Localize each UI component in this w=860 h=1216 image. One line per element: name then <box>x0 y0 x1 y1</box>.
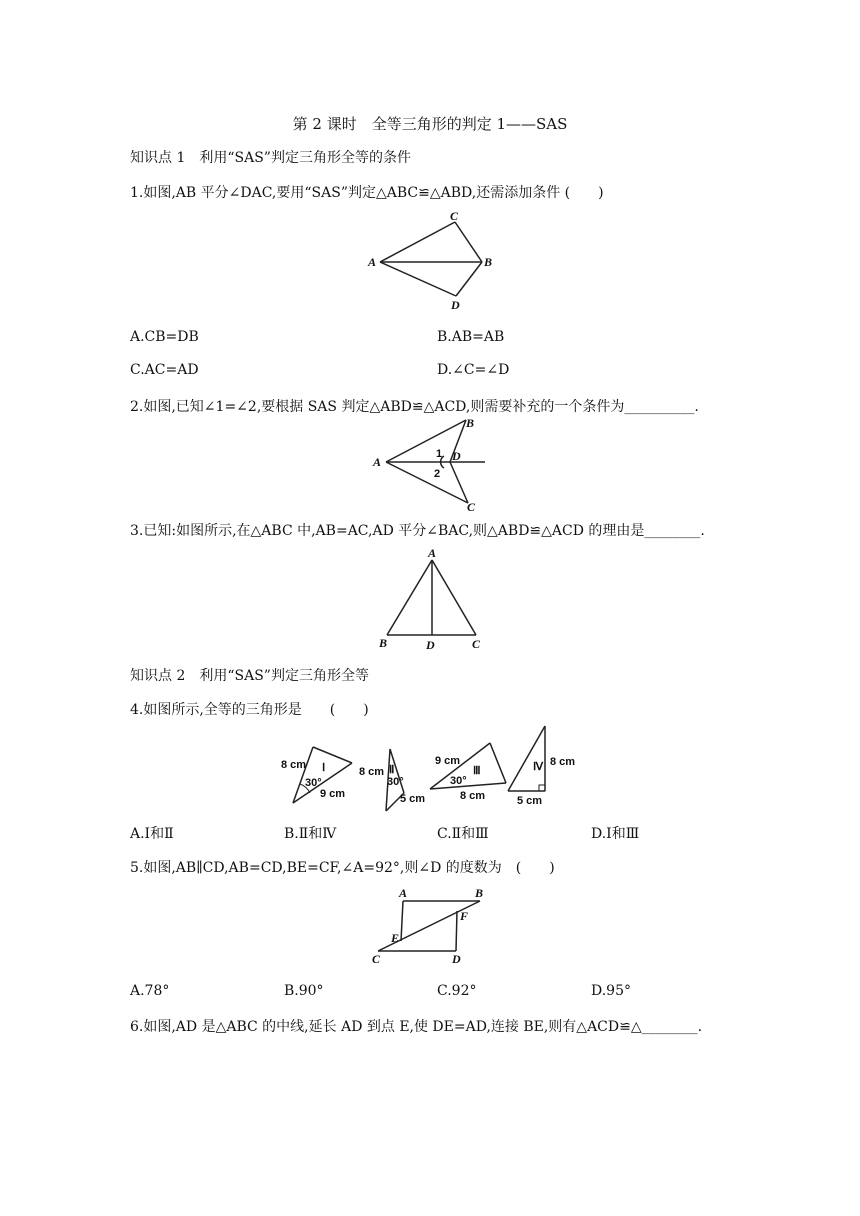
question-2: 2.如图,已知∠1=∠2,要根据 SAS 判定△ABD≌△ACD,则需要补充的一个条件为__________. <box>130 399 699 415</box>
q4-option-d: D.Ⅰ和Ⅲ <box>591 826 640 842</box>
fig3-label-b: B <box>379 636 388 650</box>
figure-4-triangles <box>280 723 590 815</box>
q5-option-d: D.95° <box>591 983 631 999</box>
fig2-label-a: A <box>373 455 382 469</box>
fig2-label-b: B <box>466 416 475 430</box>
t4-side-5cm: 5 cm <box>517 795 543 807</box>
fig2-label-c: C <box>467 500 476 514</box>
t1-side-8cm: 8 cm <box>281 759 307 771</box>
q5-option-b: B.90° <box>284 983 324 999</box>
q1-option-d: D.∠C=∠D <box>437 362 510 378</box>
q4-option-c: C.Ⅱ和Ⅲ <box>437 826 489 842</box>
figure-2 <box>370 415 495 515</box>
fig5-label-a: A <box>399 886 408 900</box>
t3-side-9cm: 9 cm <box>435 755 461 767</box>
t2-side-5cm: 5 cm <box>400 793 426 805</box>
t4-side-8cm: 8 cm <box>550 756 576 768</box>
triangle-2 <box>359 749 425 811</box>
fig1-label-c: C <box>450 209 459 223</box>
question-4: 4.如图所示,全等的三角形是 ( ) <box>130 702 369 718</box>
t1-angle-30: 30° <box>305 777 322 789</box>
t2-roman: Ⅱ <box>389 764 395 776</box>
fig5-label-f: F <box>460 909 469 923</box>
fig5-label-e: E <box>391 931 400 945</box>
q4-option-a: A.Ⅰ和Ⅱ <box>130 826 174 842</box>
t4-roman: Ⅳ <box>533 761 544 773</box>
fig2-angle-2: 2 <box>434 468 441 480</box>
fig1-label-d: D <box>451 298 460 312</box>
fig2-label-d: D <box>452 449 461 463</box>
fig5-label-d: D <box>452 952 461 966</box>
triangle-1 <box>281 747 352 803</box>
fig1-label-b: B <box>484 255 493 269</box>
question-1: 1.如图,AB 平分∠DAC,要用“SAS”判定△ABC≌△ABD,还需添加条件 ( ) <box>130 185 604 201</box>
question-3: 3.已知:如图所示,在△ABC 中,AB=AC,AD 平分∠BAC,则△ABD≌△ACD 的理由是________. <box>130 523 705 539</box>
q1-option-a: A.CB=DB <box>130 329 199 345</box>
t3-roman: Ⅲ <box>473 765 481 777</box>
q1-option-b: B.AB=AB <box>437 329 505 345</box>
figure-3-isosceles <box>370 545 490 653</box>
triangle-3 <box>430 743 506 802</box>
figure-5-parallelogram <box>368 885 498 970</box>
figure-1-kite <box>360 210 500 315</box>
q5-option-c: C.92° <box>437 983 477 999</box>
fig2-angle-1: 1 <box>436 448 443 460</box>
fig1-label-a: A <box>368 255 377 269</box>
page-title: 第 2 课时 全等三角形的判定 1——SAS <box>292 115 568 133</box>
t3-angle-30: 30° <box>450 775 467 787</box>
fig3-label-d: D <box>426 638 435 652</box>
section-heading-1: 知识点 1 利用“SAS”判定三角形全等的条件 <box>130 150 411 166</box>
t2-angle-30: 30° <box>387 776 404 788</box>
t3-side-8cm: 8 cm <box>460 790 486 802</box>
question-5: 5.如图,AB∥CD,AB=CD,BE=CF,∠A=92°,则∠D 的度数为 ( ) <box>130 860 555 876</box>
fig5-label-c: C <box>372 952 381 966</box>
fig3-label-c: C <box>472 637 481 651</box>
t1-roman: Ⅰ <box>322 762 326 774</box>
fig5-label-b: B <box>475 886 484 900</box>
triangle-4 <box>508 726 575 807</box>
question-6: 6.如图,AD 是△ABC 的中线,延长 AD 到点 E,使 DE=AD,连接 BE,则有△ACD≌△________. <box>130 1019 703 1035</box>
section-heading-2: 知识点 2 利用“SAS”判定三角形全等 <box>130 668 369 684</box>
t1-side-9cm: 9 cm <box>320 788 346 800</box>
t2-side-8cm: 8 cm <box>359 766 385 778</box>
q5-option-a: A.78° <box>130 983 170 999</box>
q4-option-b: B.Ⅱ和Ⅳ <box>284 826 337 842</box>
q1-option-c: C.AC=AD <box>130 362 199 378</box>
fig3-label-a: A <box>428 546 437 560</box>
